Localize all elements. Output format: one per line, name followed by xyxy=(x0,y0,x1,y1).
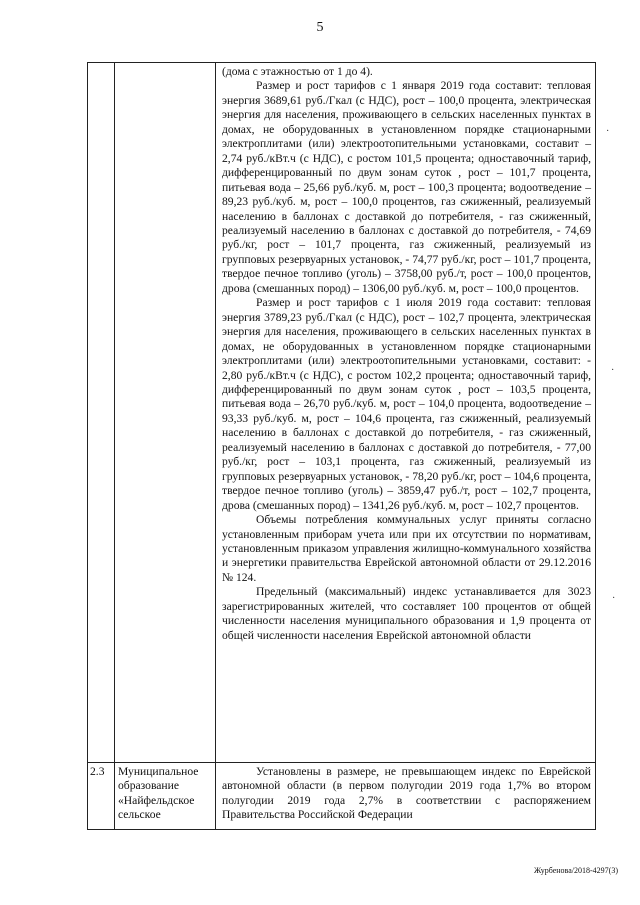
paragraph: Размер и рост тарифов с 1 января 2019 года составит: тепловая энергия 3689,61 руб./Гкал (с НДС), рост – 100,0 процента, электрическая энергия для населения, проживающего в сельских населенных пунктах в домах, не оборудованных в установленном порядке стационарными электроплитами (или) электроотопительными установками, составит – 2,74 руб./кВт.ч (с НДС), с ростом 101,5 процента; одноставочный тариф, дифференцированный по двум зонам суток , рост – 101,7 процента, питьевая вода – 25,66 руб./куб. м, рост – 100,3 процента; водоотведение – 89,23 руб./куб. м, рост – 100,0 процентов, газ сжиженный, реализуемый населению в баллонах с доставкой до потребителя, - газ сжиженный, реализуемый населению в баллонах с доставкой до потребителя, - 74,69 руб./кг, рост – 101,7 процента, газ сжиженный, реализуемый из групповых резервуарных установок, - 74,77 руб./кг, рост – 101,7 процента, твердое печное топливо (уголь) – 3758,00 руб./т, рост – 100,0 процентов, дрова (смешанных пород) – 1306,00 руб./куб. м, рост – 100,0 процентов. xyxy=(222,79,591,295)
number-cell xyxy=(88,63,115,763)
document-code: Журбенова/2018-4297(3) xyxy=(533,866,618,875)
number-cell xyxy=(88,763,115,830)
paragraph: Объемы потребления коммунальных услуг приняты согласно установленным приборам учета или при их отсутствии по нормативам, установленным приказом управления жилищно-коммунального хозяйства и энергетики правительства Еврейской автономной области от 29.12.2016 № 124. xyxy=(222,513,591,584)
description-cell xyxy=(216,763,596,830)
paragraph: Предельный (максимальный) индекс устанавливается для 3023 зарегистрированных жителей, что составляет 100 процентов от общей численности населения муниципального образования и 1,9 процента от общей численности населения Еврейской автономной области xyxy=(222,585,591,642)
organization-name: Муниципальное образование «Найфельдское сельское xyxy=(118,765,199,822)
scan-speck: · xyxy=(611,365,615,376)
description-text xyxy=(216,63,595,646)
page-number: 5 xyxy=(316,20,324,35)
paragraph: Размер и рост тарифов с 1 июля 2019 года составит: тепловая энергия 3789,23 руб./Гкал (с НДС), рост – 102,7 процента, электрическая энергия для населения, проживающего в сельских населенных пунктах в домах, не оборудованных в установленном порядке стационарными электроплитами (или) электроотопительными установками, составит: - 2,80 руб./кВт.ч (с НДС), с ростом 102,2 процента; одноставочный тариф, дифференцированный по двум зонам суток , рост – 103,5 процента, питьевая вода – 26,70 руб./куб. м, рост – 104,0 процента, водоотведение – 93,33 руб./куб. м, рост – 104,6 процента, газ сжиженный, реализуемый населению в баллонах с доставкой до потребителя, - газ сжиженный, реализуемый населению в баллонах с доставкой до потребителя, - 77,00 руб./кг, рост – 103,1 процента, газ сжиженный, реализуемый из групповых резервуарных установок, - 78,20 руб./кг, рост – 104,6 процента, твердое печное топливо (уголь) – 3859,47 руб./т, рост – 102,7 процента, дрова (смешанных пород) – 1341,26 руб./куб. м, рост – 102,7 процентов. xyxy=(222,296,591,512)
table-row xyxy=(88,63,596,763)
table-row xyxy=(88,763,596,830)
scan-speck: · xyxy=(612,593,616,604)
organization-cell xyxy=(115,763,216,830)
organization-cell xyxy=(115,63,216,763)
paragraph: Установлены в размере, не превышающем индекс по Еврейской автономной области (в первом полугодии 2019 года 1,7% во втором полугодии 2019 года 2,7% в соответствии с распоряжением Правительства Российской Федерации xyxy=(222,765,591,822)
description-cell xyxy=(216,63,596,763)
paragraph: (дома с этажностью от 1 до 4). xyxy=(222,65,373,78)
scan-speck: · xyxy=(606,126,610,137)
document-table xyxy=(87,62,596,830)
description-text xyxy=(216,763,595,826)
row-number: 2.3 xyxy=(90,765,105,778)
